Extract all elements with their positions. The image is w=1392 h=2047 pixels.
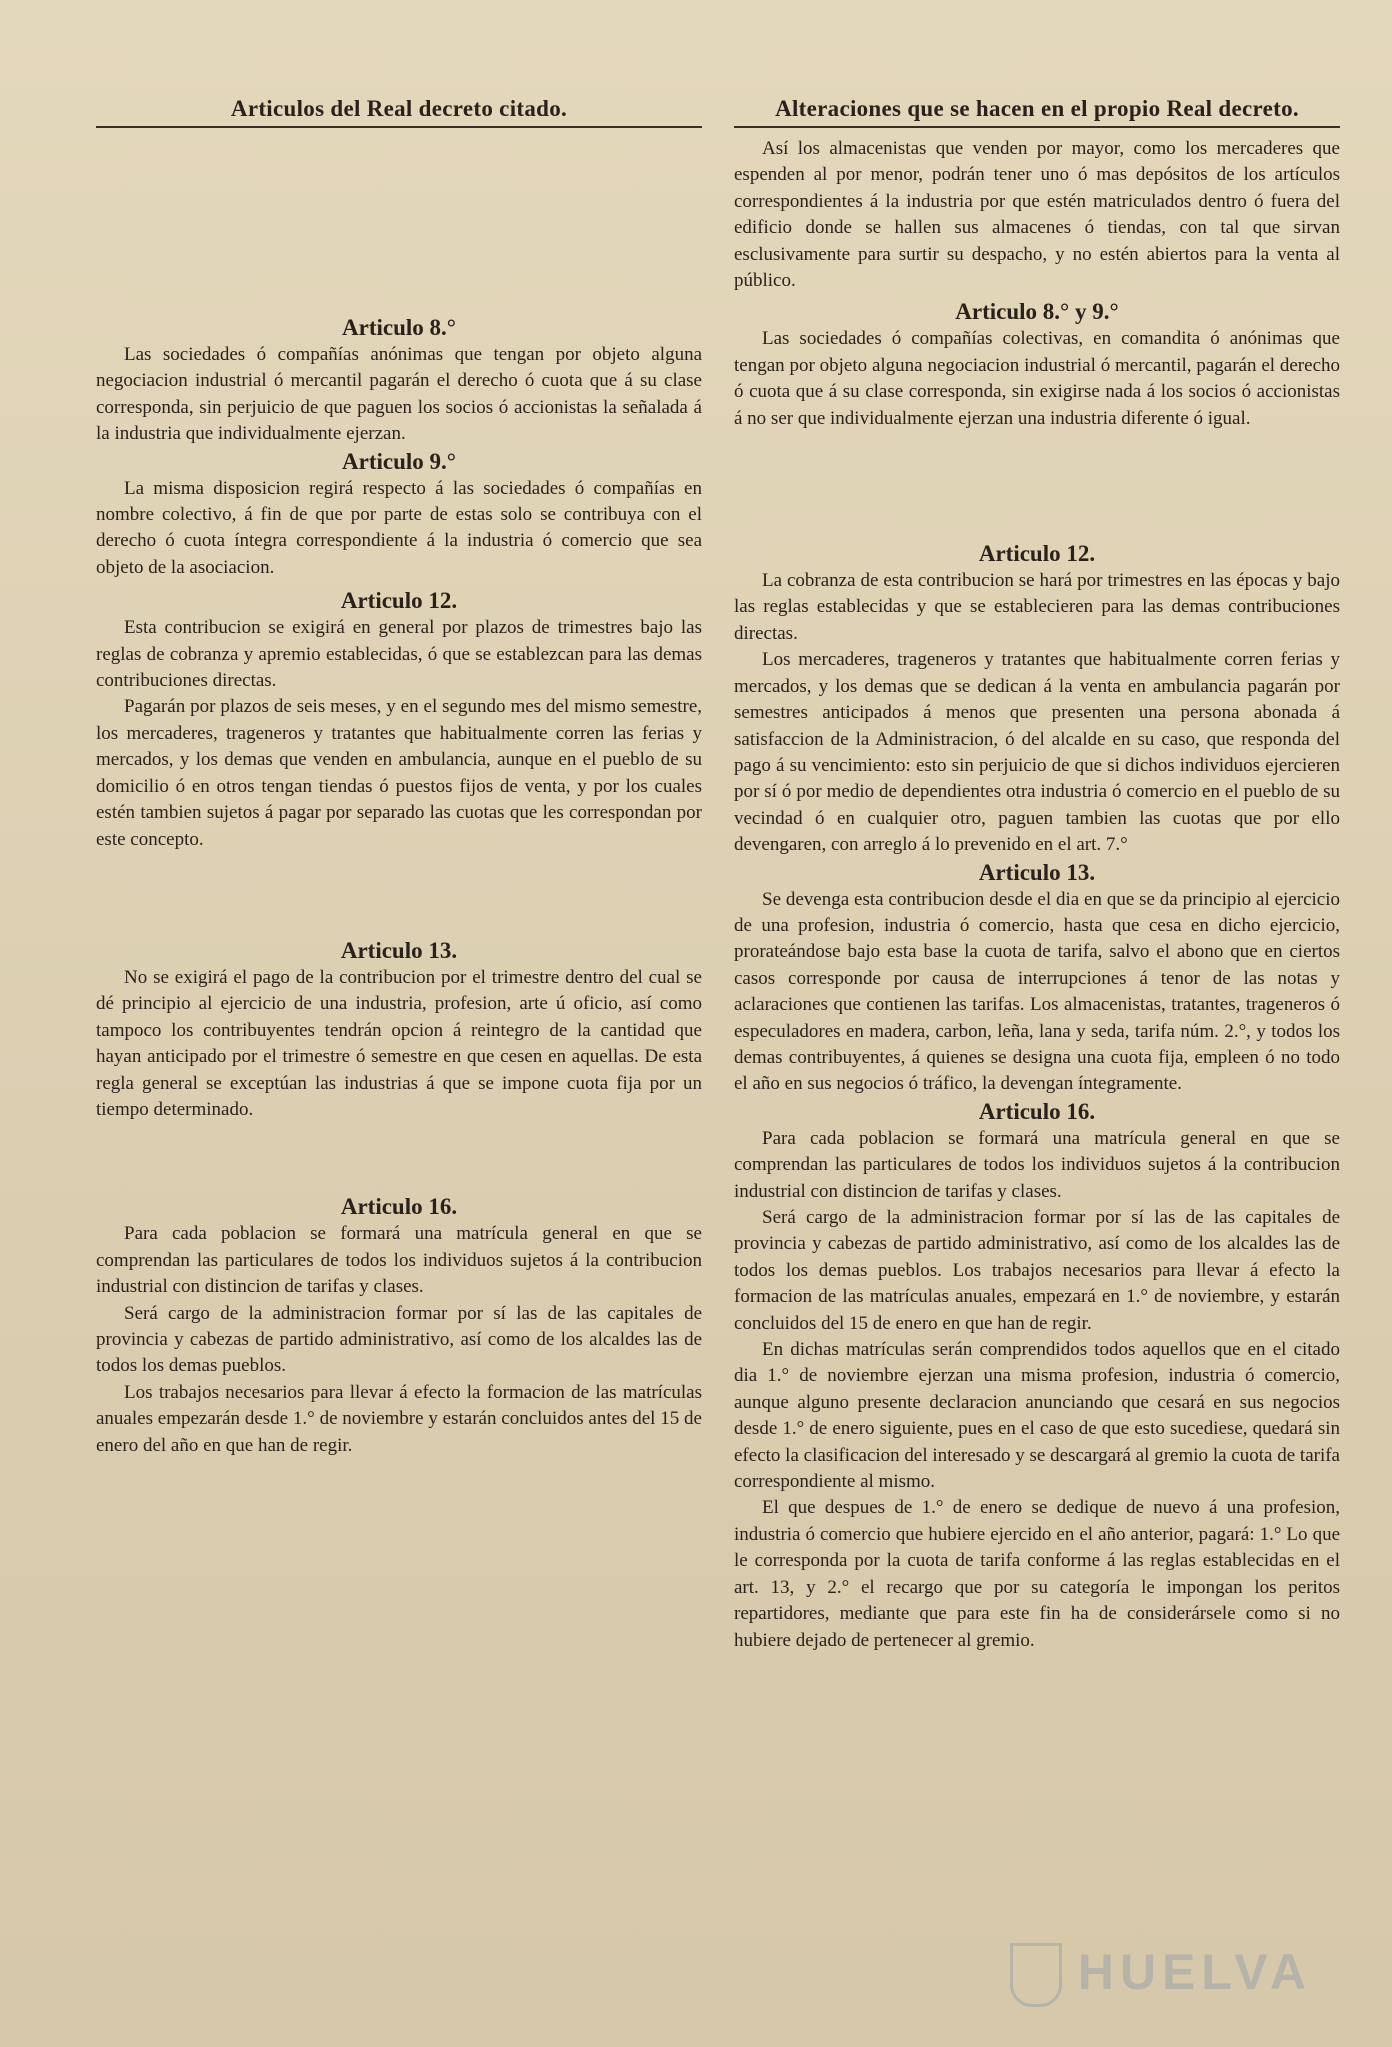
- article-title: Articulo 12.: [340, 588, 458, 614]
- article-title: Articulo 9.°: [342, 448, 456, 474]
- right-article-13: [734, 859, 1340, 1098]
- article-paragraph: Se devenga esta contribucion desde el dia en que se da principio al ejercicio de una profesion, industria ó comercio, hasta que cesa en dicho ejercicio, prorateándose bajo esta base la cuota de tarifa, salvo el abono que en ciertos casos corresponde por causa de interrupciones á tenor de las notas y aclaraciones que contienen las tarifas. Los almacenistas, tratantes, trageneros ó especuladores en madera, carbon, leña, lana y seda, tarifa núm. 2.°, y todos los demas contribuyentes, á quienes se designa una cuota fija, empleen ó no todo el año en sus negocios ó tráfico, la devengan íntegramente.: [734, 888, 1340, 1095]
- article-paragraph: Las sociedades ó compañías colectivas, en comandita ó anónimas que tengan por objeto alguna negociacion industrial ó mercantil, pagarán el derecho ó cuota que á su clase corresponda, sin exigirse nada á los socios ó accionistas á no ser que individualmente ejerzan una industria diferente ó igual.: [734, 328, 1340, 429]
- left-column: [96, 96, 702, 2047]
- article-paragraph: Será cargo de la administracion formar por sí las de las capitales de provincia y cabezas de partido administrativo, así como de los alcaldes las de todos los demas pueblos. Los trabajos necesarios para llevar á efecto la formacion de las matrículas anuales, empezará en 1.° de noviembre, y estarán concluidos del 15 de enero en que han de regir.: [734, 1207, 1340, 1334]
- article-title: Articulo 16.: [340, 1194, 458, 1220]
- left-article-12: [96, 587, 702, 853]
- article-paragraph: Los mercaderes, trageneros y tratantes que habitualmente corren ferias y mercados, y los demas que se dedican á la venta en ambulancia pagarán por semestres anticipados á menos que presenten una persona abonada á satisfaccion de la Administracion, ó del alcalde en su caso, que responda del pago á su vencimiento: esto sin perjuicio de que si dichos individuos ejercieren por sí ó por medio de dependientes otra industria ó comercio en el pueblo de su vecindad ó en cualquier otro, paguen tambien las cuotas que por ello devengaren, con arreglo á lo prevenido en el art. 7.°: [734, 649, 1340, 856]
- article-paragraph: Para cada poblacion se formará una matrícula general en que se comprendan las particulares de todos los individuos sujetos á la contribucion industrial con distincion de tarifas y clases.: [734, 1127, 1340, 1202]
- article-paragraph: La cobranza de esta contribucion se hará por trimestres en las épocas y bajo las reglas establecidas y que se establecieren para las demas contribuciones directas.: [734, 570, 1340, 644]
- blank-space: [96, 853, 702, 937]
- article-paragraph: Esta contribucion se exigirá en general por plazos de trimestres bajo las reglas de cobranza y apremio establecidas, ó que se establezcan para las demas contribuciones directas.: [96, 617, 702, 692]
- article-title: Articulo 8.° y 9.°: [955, 299, 1119, 325]
- left-article-13: [96, 937, 702, 1123]
- blank-space: [734, 432, 1340, 540]
- article-title: Articulo 8.°: [342, 315, 456, 340]
- article-title: Articulo 13.: [340, 937, 458, 963]
- left-article-8: [96, 314, 702, 448]
- blank-space: [96, 136, 702, 314]
- article-paragraph: Las sociedades ó compañías anónimas que tengan por objeto alguna negociacion industrial ó mercantil pagarán el derecho ó cuota que á su clase corresponda, sin perjuicio de que paguen los socios ó accionistas la señalada á la industria que individualmente ejerzan.: [96, 344, 702, 445]
- right-article-16: [734, 1098, 1340, 1654]
- article-title: Articulo 16.: [978, 1098, 1096, 1124]
- article-title: Articulo 12.: [978, 541, 1096, 567]
- article-paragraph: Será cargo de la administracion formar por sí las de las capitales de provincia y cabezas de partido administrativo, así como de los alcaldes las de todos los demas pueblos.: [96, 1302, 702, 1377]
- left-article-9: [96, 448, 702, 582]
- archive-watermark: HUELVA: [1077, 1944, 1312, 2000]
- archive-shield-icon: [1010, 1943, 1062, 2007]
- blank-space: [96, 1123, 702, 1193]
- article-title: Articulo 13.: [978, 859, 1096, 885]
- article-paragraph: Pagarán por plazos de seis meses, y en el segundo mes del mismo semestre, los mercaderes, trageneros y tratantes que habitualmente corren las ferias y mercados, y los demas que venden en ambulancia, aunque en el pueblo de su domicilio ó en otros tengan tiendas ó puestos fijos de venta, y por los cuales estén tambien sujetos á pagar por separado las cuotas que les correspondan por este concepto.: [96, 696, 702, 850]
- right-column: [734, 96, 1340, 2047]
- article-paragraph: Los trabajos necesarios para llevar á efecto la formacion de las matrículas anuales empezarán desde 1.° de noviembre y estarán concluidos antes del 15 de enero del año en que han de regir.: [96, 1381, 702, 1456]
- right-article-12: [734, 540, 1340, 858]
- two-column-layout: [96, 96, 1348, 2047]
- intro-paragraph: Así los almacenistas que venden por mayor, como los mercaderes que espenden al por menor, podrán tener uno ó mas depósitos de los artículos correspondientes á la industria por que estén matriculados dentro ó fuera del edificio donde se hallen sus almacenes ó tiendas, con tal que sirvan esclusivamente para surtir su despacho, y no estén abiertos para la venta al público.: [734, 138, 1340, 292]
- article-paragraph: El que despues de 1.° de enero se dedique de nuevo á una profesion, industria ó comercio que hubiere ejercido en el año anterior, pagará: 1.° Lo que le corresponda por la cuota de tarifa conforme á las reglas establecidas en el art. 13, y 2.° el recargo que por su categoría le impongan los peritos repartidores, mediante que para este fin ha de considerársele como si no hubiere dejado de pertenecer al gremio.: [734, 1497, 1340, 1651]
- right-column-header: Alteraciones que se hacen en el propio Real decreto.: [734, 96, 1340, 128]
- left-article-16: [96, 1193, 702, 1459]
- right-article-8-9: [734, 298, 1340, 432]
- article-paragraph: La misma disposicion regirá respecto á las sociedades ó compañías en nombre colectivo, á fin de que por parte de estas solo se contribuya con el derecho ó cuota íntegra correspondiente á la industria ó comercio que sea objeto de la asociacion.: [96, 477, 702, 578]
- article-paragraph: No se exigirá el pago de la contribucion por el trimestre dentro del cual se dé principio al ejercicio de una industria, profesion, arte ú oficio, así como tampoco los contribuyentes tendrán opcion á reintegro de la cantidad que hayan anticipado por el trimestre ó semestre en que cesen en aquellas. De esta regla general se exceptúan las industrias á que se impone cuota fija por un tiempo determinado.: [96, 966, 702, 1120]
- article-paragraph: En dichas matrículas serán comprendidos todos aquellos que en el citado dia 1.° de noviembre ejerzan una misma profesion, industria ó comercio, aunque alguno presente declaracion anunciando que cesará en sus negocios desde 1.° de enero siguiente, pues en el caso de que esto sucediese, quedará sin efecto la clasificacion del interesado y se descargará al gremio la cuota de tarifa correspondiente al mismo.: [734, 1339, 1340, 1493]
- left-column-header: Articulos del Real decreto citado.: [96, 96, 702, 128]
- article-paragraph: Para cada poblacion se formará una matrícula general en que se comprendan las particulares de todos los individuos sujetos á la contribucion industrial con distincion de tarifas y clases.: [96, 1223, 702, 1298]
